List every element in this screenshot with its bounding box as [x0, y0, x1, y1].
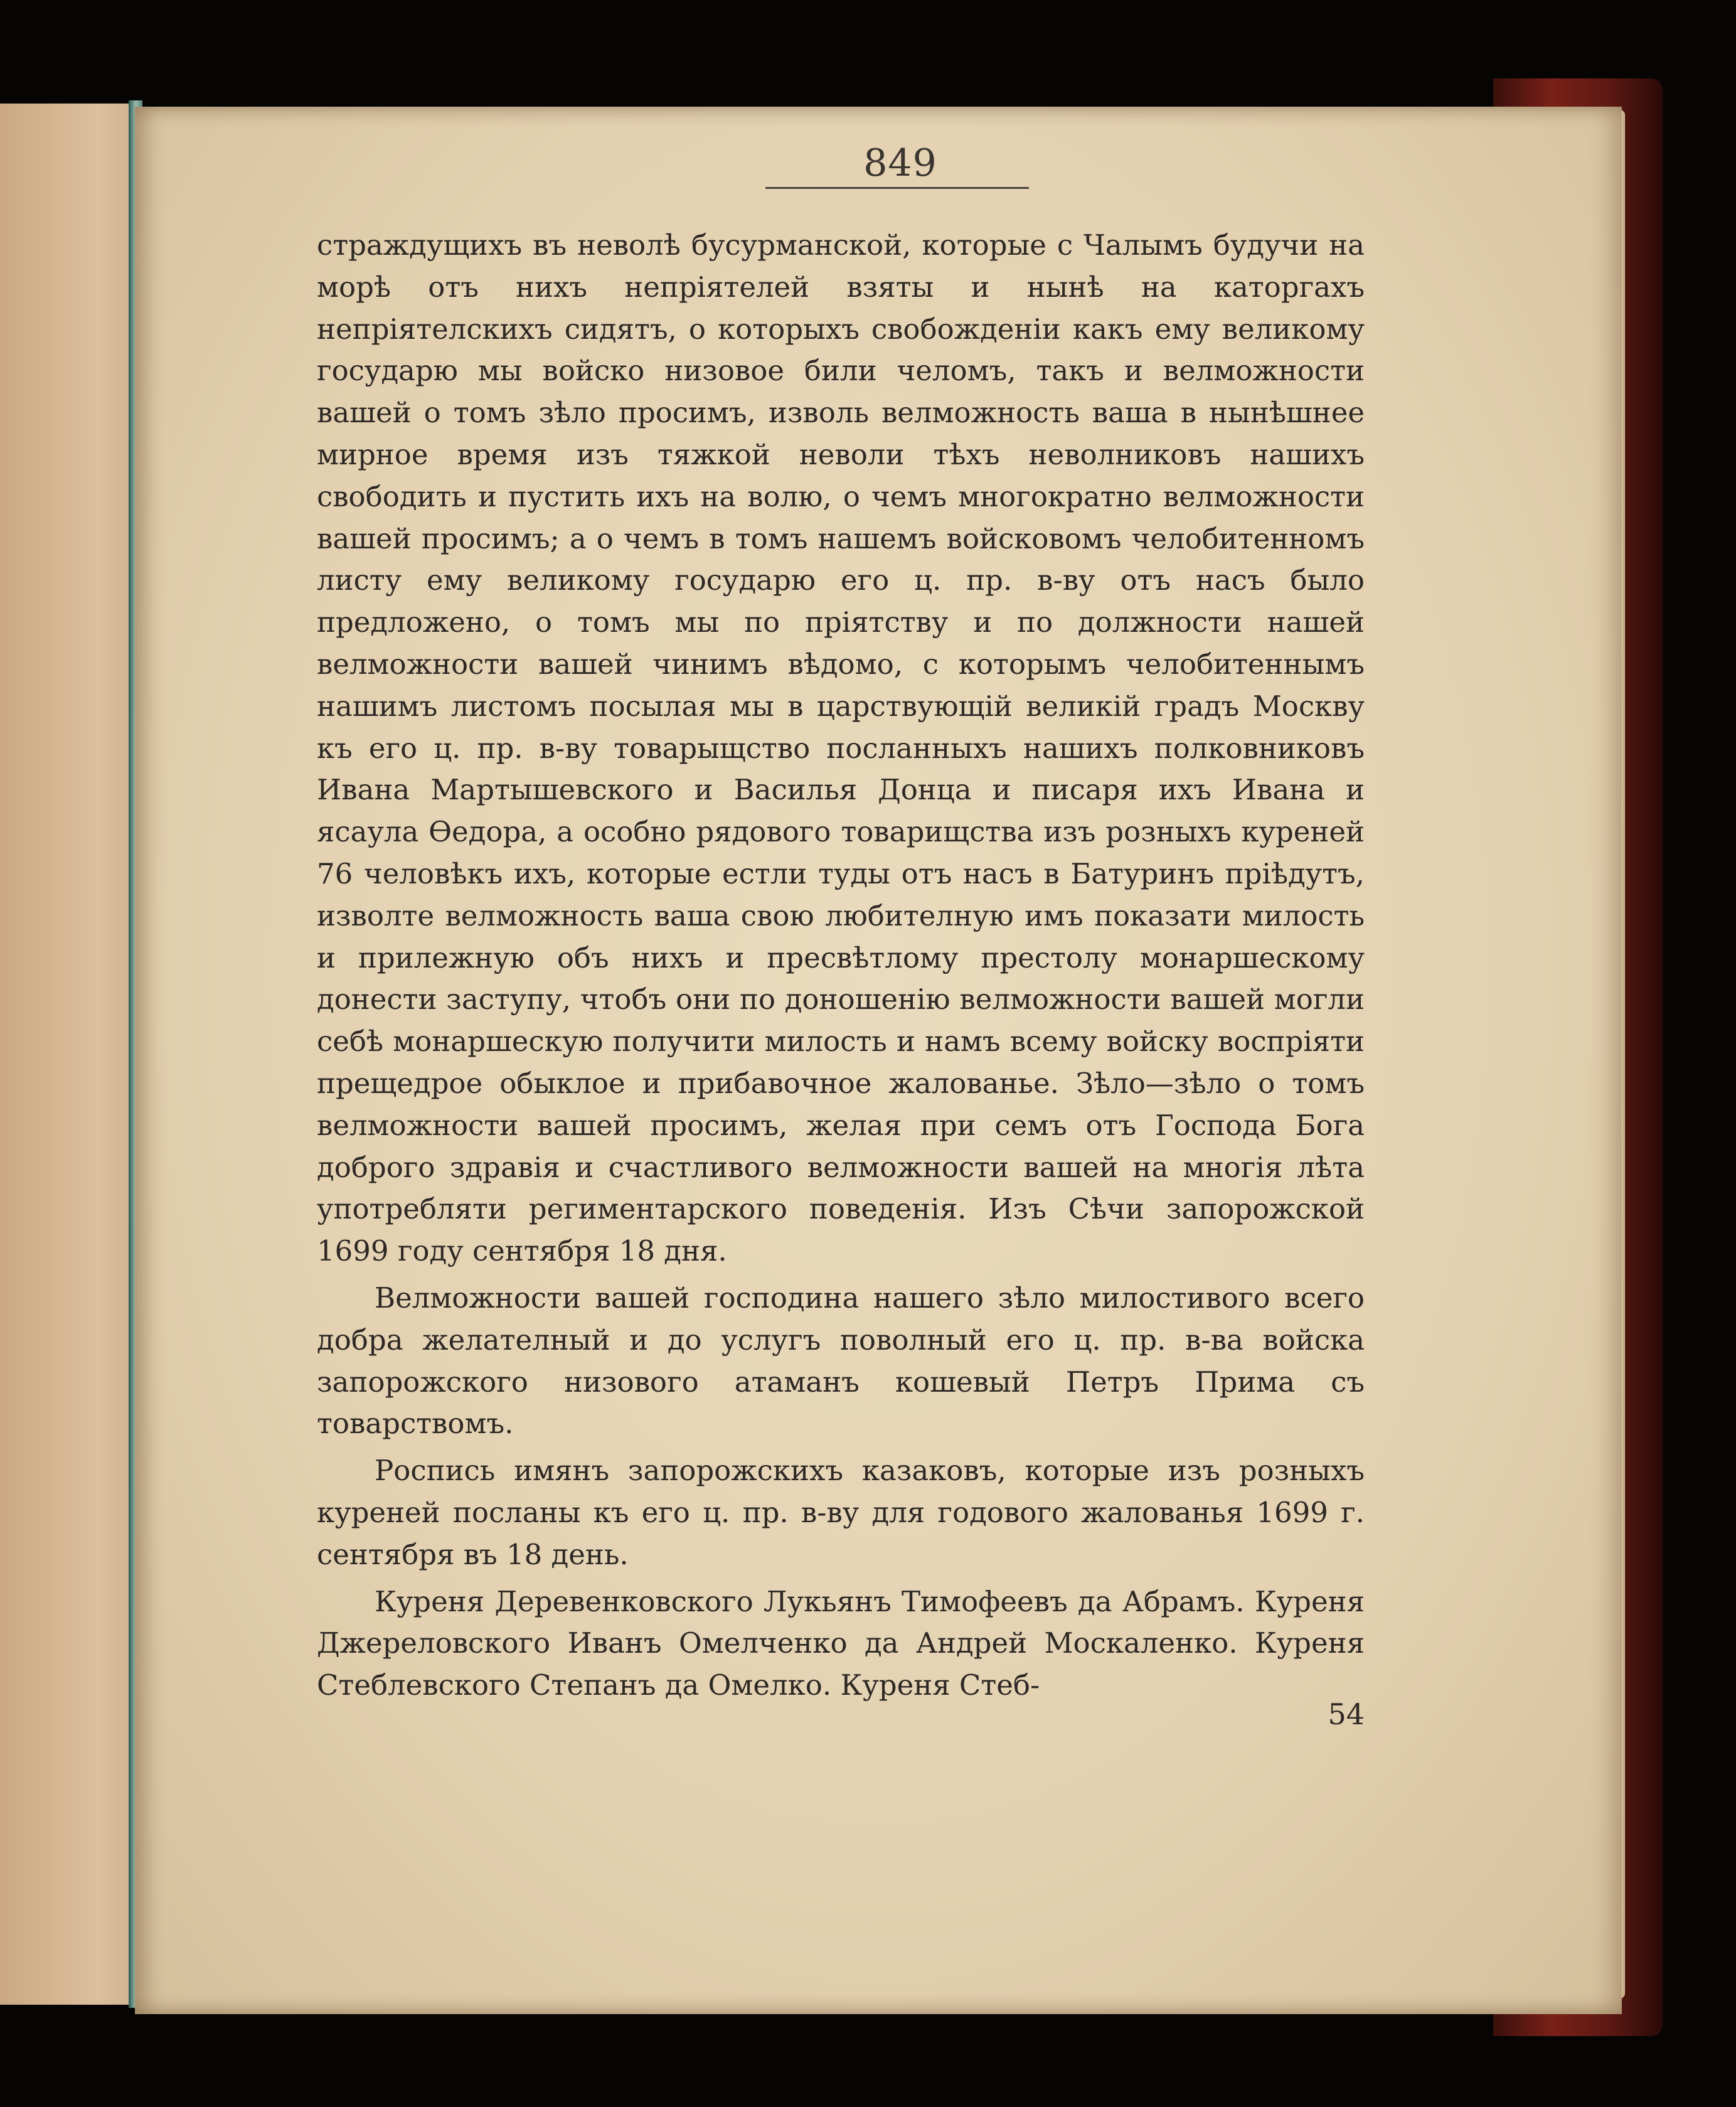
paragraph-roster: Куреня Деревенковского Лукьянъ Тимофеевъ да Абрамъ. Куреня Джереловского Иванъ Омелченко да Андрей Москаленко. Куреня Стеблевского Степанъ да Омелко. Куреня Стеб- [317, 1584, 1365, 1702]
signature-mark: 54 [1328, 1697, 1365, 1731]
paragraph-signature: Велможности вашей господина нашего зѣло милостивого всего добра желателный и до услугъ поволный его ц. пр. в-ва войска запорожского низового атаманъ кошевый Петръ Прима съ товарствомъ. [317, 1281, 1365, 1441]
paragraph-letter: страждущихъ въ неволѣ бусурманской, которые с Чалымъ будучи на морѣ отъ нихъ непрiятелей взяты и нынѣ на каторгахъ непрiятелскихъ сидятъ, о которыхъ свобожденiи какъ ему великому государю мы войско низовое били челомъ, такъ и велможности вашей о томъ зѣло просимъ, изволь велможность ваша в нынѣшнее мирное время изъ тяжкой неволи тѣхъ неволниковъ нашихъ свободить и пустить ихъ на волю, о чемъ многократно велможности вашей просимъ; а о чемъ в томъ нашемъ войсковомъ челобитенномъ листу ему великому государю его ц. пр. в-ву отъ насъ было предложено, о томъ мы по прiятству и по должности нашей велможности вашей чинимъ вѣдомо, с которымъ челобитеннымъ нашимъ листомъ посылая мы в царствующiй великiй градъ Москву къ его ц. пр. в-ву товарыщство посланныхъ нашихъ полковниковъ Ивана Мартышевского и Василья Донца и писаря ихъ Ивана и ясаула Ѳедора, а особно рядового товарищства изъ розныхъ куреней 76 человѣкъ ихъ, которые естли туды отъ насъ в Батуринъ прiѣдутъ, изволте велможность ваша свою любителную имъ показати милость и прилежную объ нихъ и пресвѣтлому престолу монаршескому донести заступу, чтобъ они по доношенiю велможности вашей могли себѣ монаршескую получити милость и намъ всему войску воспрiяти прещедрое обыклое и прибавочное жалованье. Зѣло—зѣло о томъ велможности вашей просимъ, желая при семъ отъ Господа Бога доброго здравiя и счастливого велможности вашей на многiя лѣта употребляти региментарского поведенiя. Изъ Сѣчи запорожской 1699 году сентября 18 дня. [317, 228, 1365, 1268]
paragraph-roster-heading: Роспись имянъ запорожскихъ казаковъ, которые изъ розныхъ куреней посланы къ его ц. пр. в-ву для годового жалованья 1699 г. сентября въ 18 день. [317, 1454, 1365, 1571]
left-page [0, 104, 141, 2005]
body-text [317, 225, 1365, 1707]
page-number: 849 [863, 141, 937, 185]
book-page [135, 107, 1622, 2014]
page-number-rule [765, 187, 1029, 189]
